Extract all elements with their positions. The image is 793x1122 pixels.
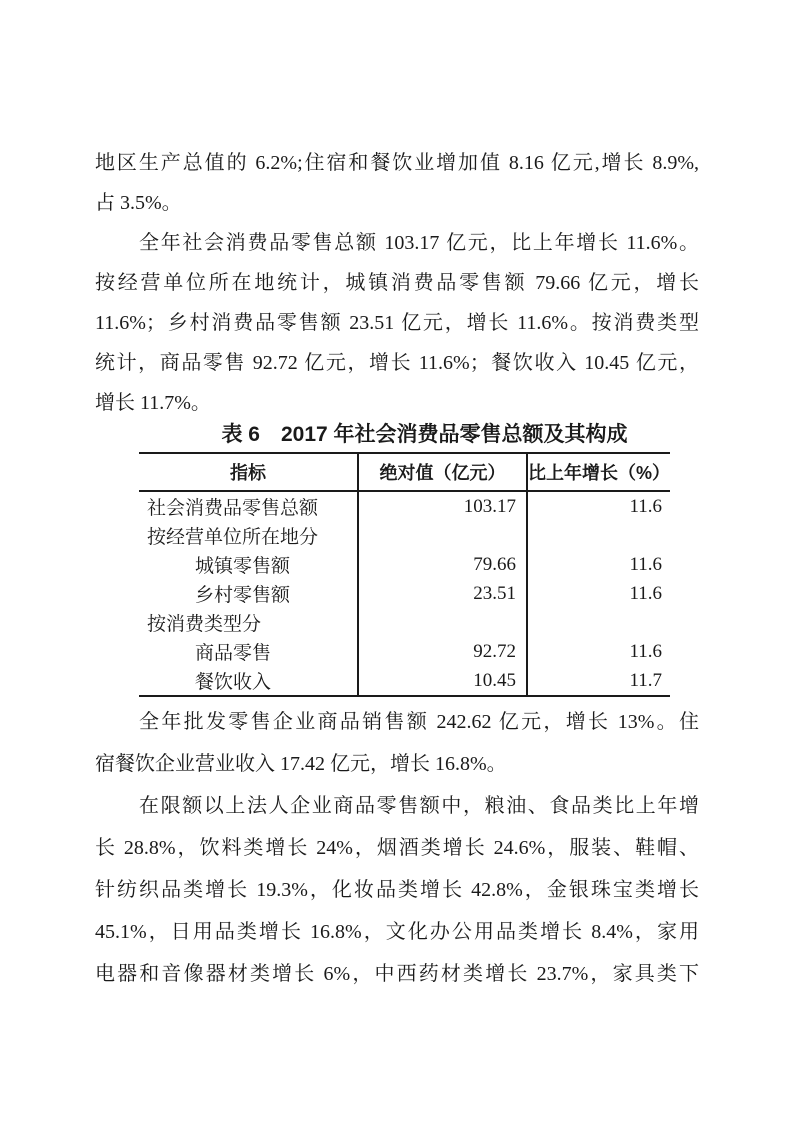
text-line: 统计，商品零售 92.72 亿元，增长 11.6%；餐饮收入 10.45 亿元， [95, 352, 699, 374]
table-row [139, 666, 670, 696]
paragraph-wholesale [95, 701, 699, 785]
table6 [139, 452, 670, 697]
cell-indicator: 按经营单位所在地分 [147, 527, 319, 548]
cell-indicator: 餐饮收入 [195, 672, 272, 693]
text-line: 占 3.5%。 [95, 192, 182, 214]
text-line: 宿餐饮企业营业收入 17.42 亿元，增长 16.8%。 [95, 753, 507, 775]
text-line: 增长 11.7%。 [95, 392, 211, 414]
table-row [139, 521, 670, 550]
cell-value: 92.72 [358, 637, 527, 666]
table6-header-indicator: 指标 [139, 453, 358, 491]
table-row [139, 550, 670, 579]
text-line: 45.1%，日用品类增长 16.8%，文化办公用品类增长 8.4%，家用 [95, 921, 699, 943]
table-row [139, 637, 670, 666]
text-line: 长 28.8%，饮料类增长 24%，烟酒类增长 24.6%，服装、鞋帽、 [95, 837, 699, 859]
text-line: 地区生产总值的 6.2%;住宿和餐饮业增加值 8.16 亿元,增长 8.9%, [95, 152, 699, 174]
cell-growth [527, 521, 670, 550]
cell-value: 23.51 [358, 579, 527, 608]
table6-block [139, 418, 670, 697]
cell-indicator: 社会消费品零售总额 [147, 498, 319, 519]
text-line: 全年社会消费品零售总额 103.17 亿元，比上年增长 11.6%。 [139, 232, 699, 254]
cell-value [358, 608, 527, 637]
cell-growth: 11.6 [527, 579, 670, 608]
paragraph-retail-total [95, 223, 699, 423]
cell-value: 79.66 [358, 550, 527, 579]
text-line: 电器和音像器材类增长 6%，中西药材类增长 23.7%，家具类下 [95, 963, 699, 985]
table6-header-row [139, 453, 670, 491]
table6-title: 表 6 2017 年社会消费品零售总额及其构成 [221, 423, 628, 446]
cell-growth: 11.7 [527, 666, 670, 696]
cell-indicator: 商品零售 [195, 643, 272, 664]
cell-growth [527, 608, 670, 637]
table-row [139, 608, 670, 637]
text-line: 全年批发零售企业商品销售额 242.62 亿元，增长 13%。住 [139, 711, 699, 733]
cell-growth: 11.6 [527, 637, 670, 666]
text-line: 针纺织品类增长 19.3%，化妆品类增长 42.8%，金银珠宝类增长 [95, 879, 699, 901]
table6-header-value: 绝对值（亿元） [358, 453, 527, 491]
table6-header-growth: 比上年增长（%） [527, 453, 670, 491]
table-row [139, 579, 670, 608]
table-row [139, 491, 670, 521]
paragraph-gdp-share [95, 143, 699, 223]
cell-value [358, 521, 527, 550]
text-line: 按经营单位所在地统计，城镇消费品零售额 79.66 亿元，增长 [95, 272, 699, 294]
text-line: 在限额以上法人企业商品零售额中，粮油、食品类比上年增 [139, 795, 699, 817]
page-content [95, 143, 699, 995]
cell-value: 10.45 [358, 666, 527, 696]
cell-growth: 11.6 [527, 491, 670, 521]
text-line: 11.6%；乡村消费品零售额 23.51 亿元，增长 11.6%。按消费类型 [95, 312, 699, 334]
cell-indicator: 乡村零售额 [195, 585, 291, 606]
cell-indicator: 按消费类型分 [147, 614, 262, 635]
cell-value: 103.17 [358, 491, 527, 521]
cell-indicator: 城镇零售额 [195, 556, 291, 577]
cell-growth: 11.6 [527, 550, 670, 579]
paragraph-category-growth [95, 785, 699, 995]
